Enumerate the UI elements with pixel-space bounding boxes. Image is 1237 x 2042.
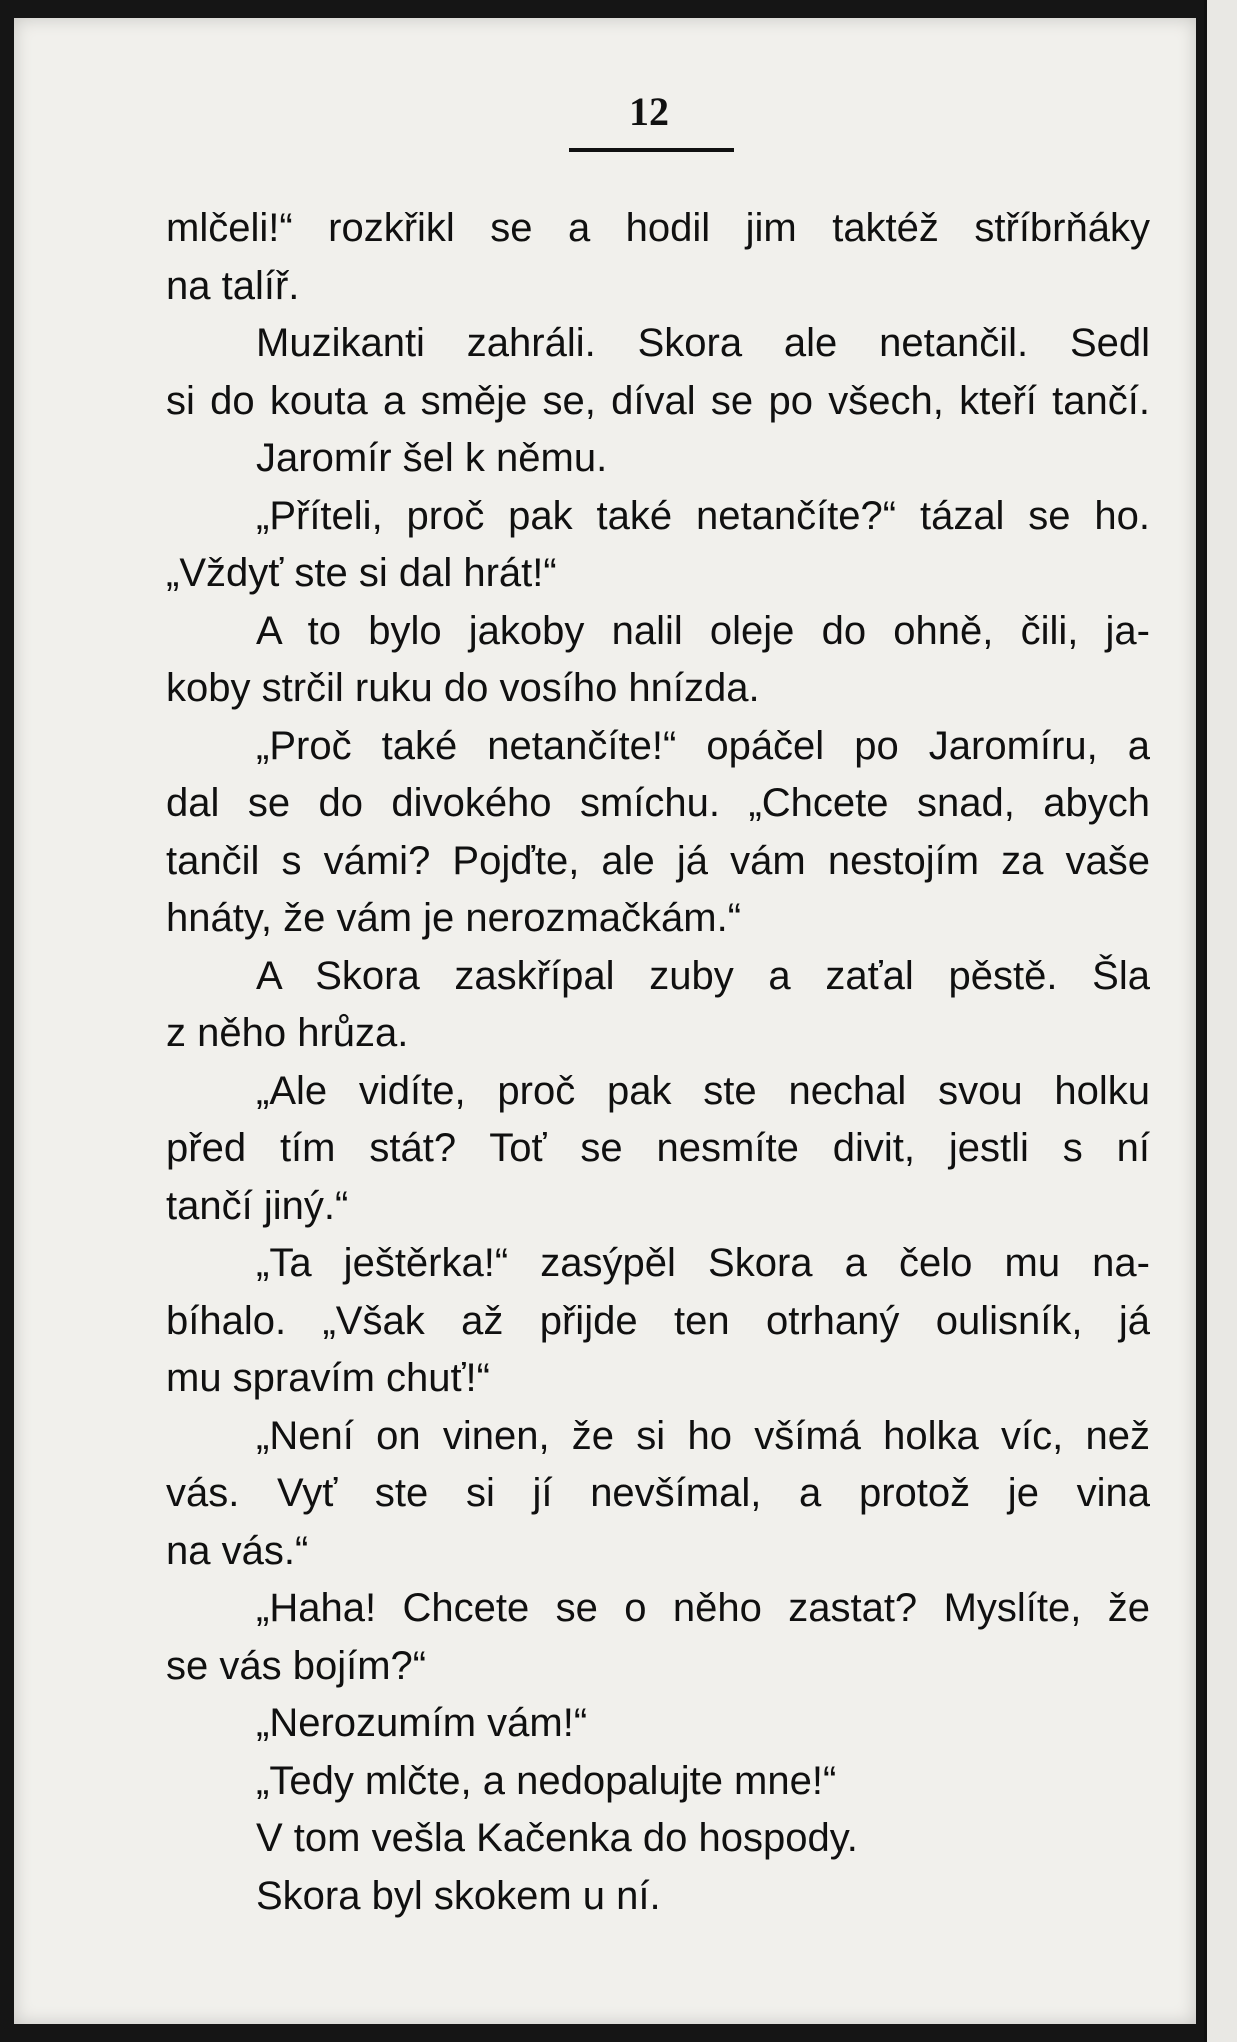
text-line: koby strčil ruku do vosího hnízda. [166, 666, 760, 710]
text-line: tančil s vámi? Pojďte, ale já vám nestojím za vaše [166, 838, 1150, 883]
body-text [166, 200, 1150, 1925]
text-line: před tím stát? Toť se nesmíte divit, jestli s ní [166, 1126, 1150, 1170]
text-line: „Haha! Chcete se o něho zastat? Myslíte, že [256, 1586, 1150, 1630]
text-line: se vás bojím?“ [166, 1643, 427, 1688]
text-line: vás. Vyť ste si jí nevšímal, a protož je vina [166, 1471, 1150, 1515]
text-line: „Vždyť ste si dal hrát!“ [166, 551, 557, 595]
text-line: „Proč také netančíte!“ opáčel po Jaromíru, a [256, 723, 1150, 768]
text-line: mlčeli!“ rozkřikl se a hodil jim taktéž stříbrňáky [166, 206, 1150, 250]
text-line: „Ta ještěrka!“ zasýpěl Skora a čelo mu na- [256, 1241, 1150, 1285]
text-line: tančí jiný.“ [166, 1183, 349, 1228]
text-line: „Není on vinen, že si ho všímá holka víc, než [256, 1413, 1150, 1458]
text-line: hnáty, že vám je nerozmačkám.“ [166, 896, 742, 940]
text-line: bíhalo. „Však až přijde ten otrhaný oulisník, já [166, 1298, 1150, 1343]
text-line: Skora byl skokem u ní. [256, 1873, 661, 1918]
text-line: „Ale vidíte, proč pak ste nechal svou holku [256, 1068, 1150, 1113]
text-line: si do kouta a směje se, díval se po všech, kteří tančí. [166, 378, 1150, 423]
text-line: dal se do divokého smíchu. „Chcete snad, abych [166, 781, 1150, 825]
text-line: „Příteli, proč pak také netančíte?“ tázal se ho. [256, 493, 1150, 538]
text-line: A Skora zaskřípal zuby a zaťal pěstě. Šla [256, 953, 1150, 998]
paper-sheet [14, 18, 1196, 2024]
text-line: Jaromír šel k němu. [256, 436, 608, 480]
text-line: na talíř. [166, 263, 300, 308]
text-line: na vás.“ [166, 1528, 309, 1573]
text-line: V tom vešla Kačenka do hospody. [256, 1816, 858, 1860]
adjacent-page-edge [1204, 0, 1237, 2042]
text-line: A to bylo jakoby nalil oleje do ohně, čili, ja- [256, 608, 1150, 653]
text-line: mu spravím chuť!“ [166, 1356, 490, 1400]
text-line: z něho hrůza. [166, 1011, 409, 1055]
text-line: „Nerozumím vám!“ [256, 1701, 588, 1745]
text-line: Muzikanti zahráli. Skora ale netančil. Sedl [256, 321, 1150, 365]
header-rule [569, 148, 734, 152]
text-line: „Tedy mlčte, a nedopalujte mne!“ [256, 1758, 837, 1803]
page-number: 12 [629, 89, 669, 134]
